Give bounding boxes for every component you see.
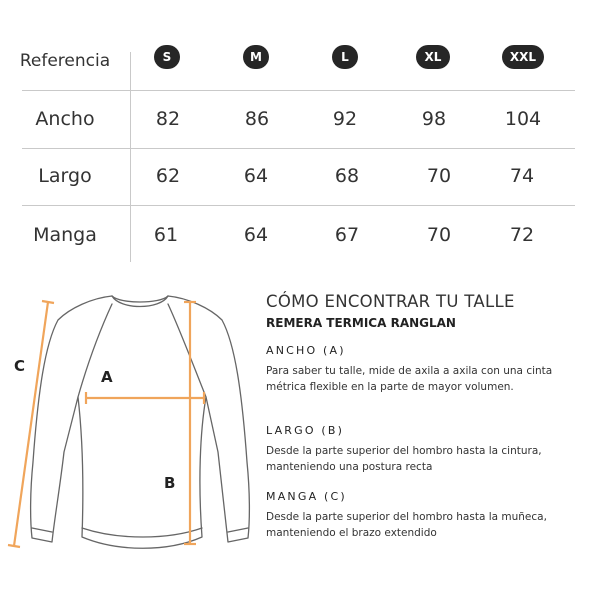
table-cell: 68 (334, 165, 360, 187)
table-divider-vertical (130, 52, 131, 262)
section-text-manga: Desde la parte superior del hombro hasta la muñeca, manteniendo el brazo extendido (266, 511, 547, 539)
section-heading-manga: MANGA (C) (266, 490, 347, 503)
label-b: B (164, 474, 176, 492)
size-badge-l: L (332, 45, 358, 69)
table-cell: 104 (504, 108, 542, 130)
guide-subtitle: REMERA TERMICA RANGLAN (266, 316, 456, 330)
shirt-diagram (0, 282, 260, 572)
measure-lines (8, 301, 204, 547)
table-cell: 61 (153, 224, 179, 246)
section-text-ancho: Para saber tu talle, mide de axila a axila con una cinta métrica flexible en la parte de mayor volumen. (266, 365, 553, 393)
table-divider (22, 148, 575, 149)
label-a: A (101, 368, 113, 386)
row-label-ancho: Ancho (35, 108, 95, 130)
table-cell: 67 (334, 224, 360, 246)
row-label-largo: Largo (38, 165, 92, 187)
size-badge-xxl: XXL (502, 45, 544, 69)
table-cell: 86 (244, 108, 270, 130)
size-badge-m: M (243, 45, 269, 69)
table-cell: 72 (509, 224, 535, 246)
row-label-manga: Manga (33, 224, 97, 246)
size-badge-xl: XL (416, 45, 450, 69)
table-divider (22, 90, 575, 91)
shirt-outline (31, 296, 250, 548)
size-table (0, 0, 600, 270)
size-badge-s: S (154, 45, 180, 69)
table-cell: 74 (509, 165, 535, 187)
table-cell: 98 (421, 108, 447, 130)
section-heading-largo: LARGO (B) (266, 424, 345, 437)
table-cell: 64 (243, 165, 269, 187)
guide-title: CÓMO ENCONTRAR TU TALLE (266, 292, 515, 311)
label-c: C (14, 357, 26, 375)
table-cell: 92 (332, 108, 358, 130)
header-label: Referencia (19, 51, 111, 71)
table-cell: 70 (426, 224, 452, 246)
section-heading-ancho: ANCHO (A) (266, 344, 346, 357)
table-cell: 62 (155, 165, 181, 187)
section-text-largo: Desde la parte superior del hombro hasta la cintura, manteniendo una postura recta (266, 445, 542, 473)
table-cell: 82 (155, 108, 181, 130)
table-divider (22, 205, 575, 206)
table-cell: 64 (243, 224, 269, 246)
table-cell: 70 (426, 165, 452, 187)
